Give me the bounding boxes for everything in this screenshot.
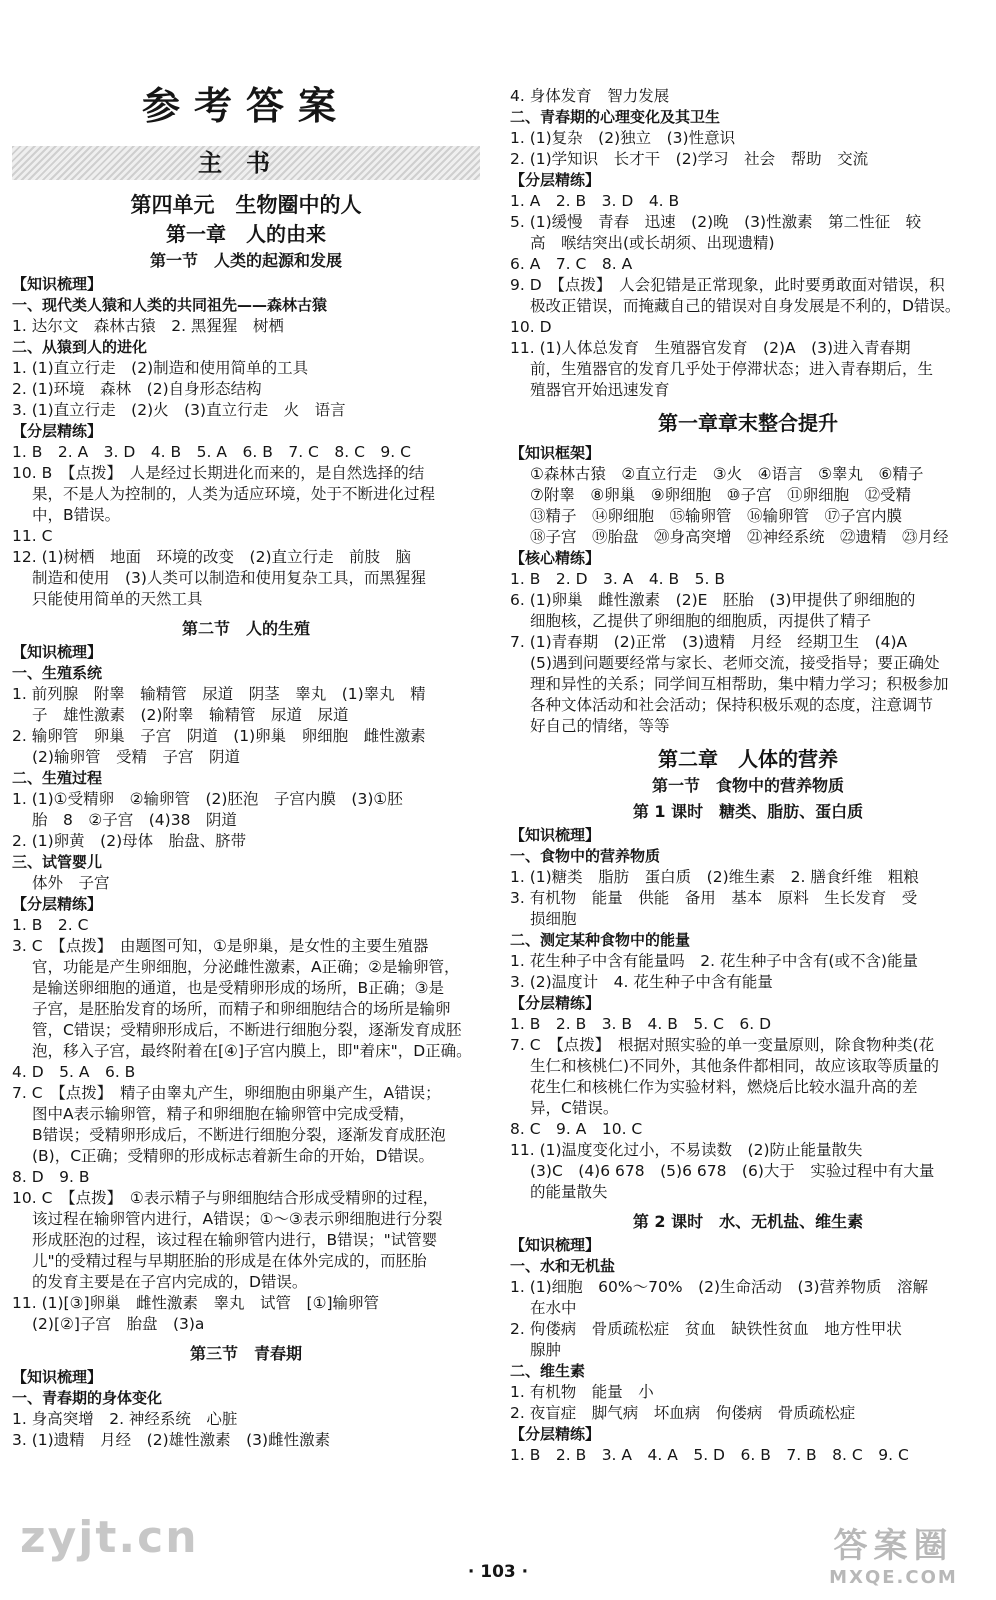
answer-continuation: 的发育主要是在子宫内完成的，D错误。 <box>32 1273 308 1291</box>
answer-block <box>12 1367 480 1451</box>
answer-line: 10. C 【点拨】 ①表示精子与卵细胞结合形成受精卵的过程， <box>12 1189 439 1207</box>
answer-block <box>510 86 986 401</box>
answer-continuation: 泡，移入子宫，最终附着在[④]子宫内膜上，即"着床"，D正确。 <box>32 1042 472 1060</box>
answer-continuation: 理和异性的关系；同学间互相帮助，集中精力学习；积极参加 <box>530 675 949 693</box>
answer-line: 11. (1)[③]卵巢 雌性激素 睾丸 试管 [①]输卵管 <box>12 1294 380 1312</box>
answer-continuation: 子宫，是胚胎发育的场所，而精子和卵细胞结合的场所是输卵 <box>32 1000 451 1018</box>
answer-line: 7. C 【点拨】 根据对照实验的单一变量原则，除食物种类(花 <box>510 1036 935 1054</box>
answer-line: 1. 花生种子中含有能量吗 2. 花生种子中含有(或不含)能量 <box>510 952 919 970</box>
subsection-heading: 一、食物中的营养物质 <box>510 847 661 865</box>
answer-line: 4. 身体发育 智力发展 <box>510 87 670 105</box>
answer-continuation: ⑬精子 ⑭卵细胞 ⑮输卵管 ⑯输卵管 ⑰子宫内膜 <box>530 507 903 525</box>
left-column <box>12 0 480 1451</box>
watermark-logo-bottom: MXQE.COM <box>829 1567 958 1588</box>
watermark-logo-top: 答案圈 <box>833 1526 954 1566</box>
category-tag: 【知识梳理】 <box>12 1368 103 1386</box>
answer-line: 11. (1)人体总发育 生殖器官发育 (2)A (3)进入青春期 <box>510 339 911 357</box>
section-title: 第三节 青春期 <box>189 1344 302 1363</box>
answer-continuation: 细胞核，乙提供了卵细胞的细胞质，丙提供了精子 <box>530 612 872 630</box>
answer-line: 1. B 2. A 3. D 4. B 5. A 6. B 7. C 8. C 9. C <box>12 443 411 461</box>
answer-line: 2. (1)环境 森林 (2)自身形态结构 <box>12 380 262 398</box>
category-tag: 【知识梳理】 <box>12 643 103 661</box>
answer-line: 5. (1)缓慢 青春 迅速 (2)晚 (3)性激素 第二性征 较 <box>510 213 922 231</box>
answer-line: 1. (1)直立行走 (2)制造和使用简单的工具 <box>12 359 309 377</box>
answer-line: 3. (1)直立行走 (2)火 (3)直立行走 火 语言 <box>12 401 346 419</box>
answer-continuation: 生仁和核桃仁)不同外，其他条件都相同，故应该取等质量的 <box>530 1057 940 1075</box>
answer-line: 2. (1)学知识 长才干 (2)学习 社会 帮助 交流 <box>510 150 869 168</box>
answer-continuation: B错误；受精卵形成后，不断进行细胞分裂，逐渐发育成胚泡 <box>32 1126 446 1144</box>
answer-continuation: 花生仁和核桃仁作为实验材料，燃烧后比较水温升高的差 <box>530 1078 918 1096</box>
answer-continuation: (2)输卵管 受精 子宫 阴道 <box>32 748 240 766</box>
answer-line: 3. 有机物 能量 供能 备用 基本 原料 生长发育 受 <box>510 889 918 907</box>
answer-block <box>510 825 986 1203</box>
section-title: 第二节 人的生殖 <box>181 619 310 638</box>
chapter-title: 第二章 人体的营养 <box>658 747 838 771</box>
answer-continuation: 在水中 <box>530 1299 577 1317</box>
answer-continuation: 极改正错误，而掩藏自己的错误对自身发展是不利的，D错误。 <box>530 297 961 315</box>
answer-continuation: 官，功能是产生卵细胞，分泌雌性激素，A正确；②是输卵管， <box>32 958 460 976</box>
answer-line: 1. 前列腺 附睾 输精管 尿道 阴茎 睾丸 (1)睾丸 精 <box>12 685 426 703</box>
subsection-heading: 二、生殖过程 <box>12 769 103 787</box>
unit-title: 第四单元 生物圈中的人 <box>130 192 362 217</box>
answer-line: 1. B 2. B 3. A 4. A 5. D 6. B 7. B 8. C 9. C <box>510 1446 909 1464</box>
answer-line: 8. C 9. A 10. C <box>510 1120 643 1138</box>
subsection-heading: 一、现代类人猿和人类的共同祖先——森林古猿 <box>12 296 328 314</box>
section-title: 第一节 人类的起源和发展 <box>149 251 342 270</box>
answer-line: 1. 达尔文 森林古猿 2. 黑猩猩 树栖 <box>12 317 284 335</box>
answer-line: 1. B 2. C <box>12 916 89 934</box>
answer-line: 8. D 9. B <box>12 1168 90 1186</box>
answer-line: 4. D 5. A 6. B <box>12 1063 136 1081</box>
category-tag: 【知识梳理】 <box>510 826 601 844</box>
category-tag: 【分层精练】 <box>510 994 601 1012</box>
category-tag: 【分层精练】 <box>12 895 103 913</box>
answer-continuation: 异，C错误。 <box>530 1099 619 1117</box>
chapter-title: 第一章 人的由来 <box>166 222 326 246</box>
answer-continuation: 果，不是人为控制的，人类为适应环境，处于不断进化过程 <box>32 485 436 503</box>
section-title: 第一节 食物中的营养物质 <box>651 776 844 795</box>
answer-line: 1. B 2. D 3. A 4. B 5. B <box>510 570 726 588</box>
answer-continuation: 只能使用简单的天然工具 <box>32 590 203 608</box>
answer-line: 3. (2)温度计 4. 花生种子中含有能量 <box>510 973 773 991</box>
answer-line: 2. 输卵管 卵巢 子宫 阴道 (1)卵巢 卵细胞 雌性激素 <box>12 727 426 745</box>
answer-line: 1. 身高突增 2. 神经系统 心脏 <box>12 1410 238 1428</box>
answer-line: 10. D <box>510 318 552 336</box>
answer-continuation: 图中A表示输卵管，精子和卵细胞在输卵管中完成受精， <box>32 1105 415 1123</box>
category-tag: 【知识框架】 <box>510 444 601 462</box>
subsection-heading: 二、测定某种食物中的能量 <box>510 931 691 949</box>
answer-continuation: 中，B错误。 <box>32 506 121 524</box>
answer-continuation: 形成胚泡的过程，该过程在输卵管内进行，B错误；"试管婴 <box>32 1231 438 1249</box>
answer-line: 2. (1)卵黄 (2)母体 胎盘、脐带 <box>12 832 247 850</box>
answer-line: 1. 有机物 能量 小 <box>510 1383 654 1401</box>
answer-continuation: 胎 8 ②子宫 (4)38 阴道 <box>32 811 237 829</box>
lesson-title: 第 2 课时 水、无机盐、维生素 <box>632 1212 864 1231</box>
answer-line: 10. B 【点拨】 人是经过长期进化而来的，是自然选择的结 <box>12 464 425 482</box>
answer-line: 6. (1)卵巢 雌性激素 (2)E 胚胎 (3)甲提供了卵细胞的 <box>510 591 916 609</box>
answer-continuation: 是输送卵细胞的通道，也是受精卵形成的场所，B正确；③是 <box>32 979 445 997</box>
answer-continuation: ⑱子宫 ⑲胎盘 ⑳身高突增 ㉑神经系统 ㉒遗精 ㉓月经 <box>530 528 949 546</box>
answer-block <box>12 274 480 610</box>
subsection-heading: 一、生殖系统 <box>12 664 103 682</box>
answer-continuation: 体外 子宫 <box>32 874 110 892</box>
watermark-site: zyjt.cn <box>20 1512 199 1563</box>
subsection-heading: 二、从猿到人的进化 <box>12 338 148 356</box>
answer-continuation: 管，C错误；受精卵形成后，不断进行细胞分裂，逐渐发育成胚 <box>32 1021 462 1039</box>
answer-continuation: 各种文体活动和社会活动；保持积极乐观的态度，注意调节 <box>530 696 934 714</box>
chapter-summary-title: 第一章章末整合提升 <box>658 411 838 435</box>
answer-line: 1. (1)①受精卵 ②输卵管 (2)胚泡 子宫内膜 (3)①胚 <box>12 790 403 808</box>
page-number: · 103 · <box>467 1562 529 1582</box>
answer-continuation: 制造和使用 (3)人类可以制造和使用复杂工具，而黑猩猩 <box>32 569 426 587</box>
answer-continuation: 高 喉结突出(或长胡须、出现遗精) <box>530 234 775 252</box>
answer-line: 6. A 7. C 8. A <box>510 255 633 273</box>
answer-continuation: (2)[②]子宫 胎盘 (3)a <box>32 1315 205 1333</box>
answer-continuation: 的能量散失 <box>530 1183 608 1201</box>
answer-continuation: 好自己的情绪，等等 <box>530 717 670 735</box>
subsection-heading: 二、青春期的心理变化及其卫生 <box>510 108 721 126</box>
answer-continuation: 该过程在输卵管内进行，A错误；①～③表示卵细胞进行分裂 <box>32 1210 443 1228</box>
category-tag: 【分层精练】 <box>510 171 601 189</box>
subsection-heading: 一、水和无机盐 <box>510 1257 616 1275</box>
answer-continuation: 儿"的受精过程与早期胚胎的形成是在体外完成的，而胚胎 <box>32 1252 427 1270</box>
page-title: 参考答案 <box>141 83 350 128</box>
watermark-logo <box>806 1518 981 1592</box>
answer-continuation: ⑦附睾 ⑧卵巢 ⑨卵细胞 ⑩子宫 ⑪卵细胞 ⑫受精 <box>530 486 912 504</box>
answer-continuation: (3)C (4)6 678 (5)6 678 (6)大于 实验过程中有大量 <box>530 1162 935 1180</box>
subsection-heading: 一、青春期的身体变化 <box>12 1389 163 1407</box>
answer-line: 3. C 【点拨】 由题图可知，①是卵巢，是女性的主要生殖器 <box>12 937 429 955</box>
answer-line: 11. (1)温度变化过小，不易读数 (2)防止能量散失 <box>510 1141 863 1159</box>
answer-continuation: 损细胞 <box>530 910 577 928</box>
answer-continuation: 前，生殖器官的发育几乎处于停滞状态；进入青春期后，生 <box>530 360 934 378</box>
category-tag: 【知识梳理】 <box>12 275 103 293</box>
right-column <box>510 0 986 1466</box>
answer-line: 7. (1)青春期 (2)正常 (3)遗精 月经 经期卫生 (4)A <box>510 633 908 651</box>
answer-continuation: (B)，C正确；受精卵的形成标志着新生命的开始，D错误。 <box>32 1147 434 1165</box>
answer-line: 3. (1)遗精 月经 (2)雄性激素 (3)雌性激素 <box>12 1431 331 1449</box>
answer-continuation: ①森林古猿 ②直立行走 ③火 ④语言 ⑤睾丸 ⑥精子 <box>530 465 924 483</box>
category-tag: 【分层精练】 <box>510 1425 601 1443</box>
answer-line: 1. (1)细胞 60%～70% (2)生命活动 (3)营养物质 溶解 <box>510 1278 928 1296</box>
answer-continuation: 殖器官开始迅速发育 <box>530 381 670 399</box>
answer-continuation: 腺肿 <box>530 1341 562 1359</box>
lesson-title: 第 1 课时 糖类、脂肪、蛋白质 <box>632 802 864 821</box>
category-tag: 【核心精练】 <box>510 549 601 567</box>
answer-continuation: (5)遇到问题要经常与家长、老师交流，接受指导；要正确处 <box>530 654 940 672</box>
category-tag: 【分层精练】 <box>12 422 103 440</box>
answer-line: 2. 夜盲症 脚气病 坏血病 佝偻病 骨质疏松症 <box>510 1404 856 1422</box>
answer-block <box>510 443 986 737</box>
subsection-heading: 三、试管婴儿 <box>12 853 103 871</box>
answer-line: 11. C <box>12 527 53 545</box>
answer-line: 2. 佝偻病 骨质疏松症 贫血 缺铁性贫血 地方性甲状 <box>510 1320 902 1338</box>
answer-line: 7. C 【点拨】 精子由睾丸产生，卵细胞由卵巢产生，A错误； <box>12 1084 441 1102</box>
category-tag: 【知识梳理】 <box>510 1236 601 1254</box>
answer-continuation: 子 雄性激素 (2)附睾 输精管 尿道 尿道 <box>32 706 349 724</box>
answer-line: 1. (1)糖类 脂肪 蛋白质 (2)维生素 2. 膳食纤维 粗粮 <box>510 868 919 886</box>
answer-line: 9. D 【点拨】 人会犯错是正常现象，此时要勇敢面对错误，积 <box>510 276 945 294</box>
answer-block <box>510 1235 986 1466</box>
answer-line: 1. B 2. B 3. B 4. B 5. C 6. D <box>510 1015 772 1033</box>
answer-line: 12. (1)树栖 地面 环境的改变 (2)直立行走 前肢 脑 <box>12 548 411 566</box>
answer-line: 1. (1)复杂 (2)独立 (3)性意识 <box>510 129 736 147</box>
answer-line: 1. A 2. B 3. D 4. B <box>510 192 680 210</box>
subsection-heading: 二、维生素 <box>510 1362 586 1380</box>
section-banner: 主书 <box>12 146 480 180</box>
answer-block <box>12 642 480 1335</box>
